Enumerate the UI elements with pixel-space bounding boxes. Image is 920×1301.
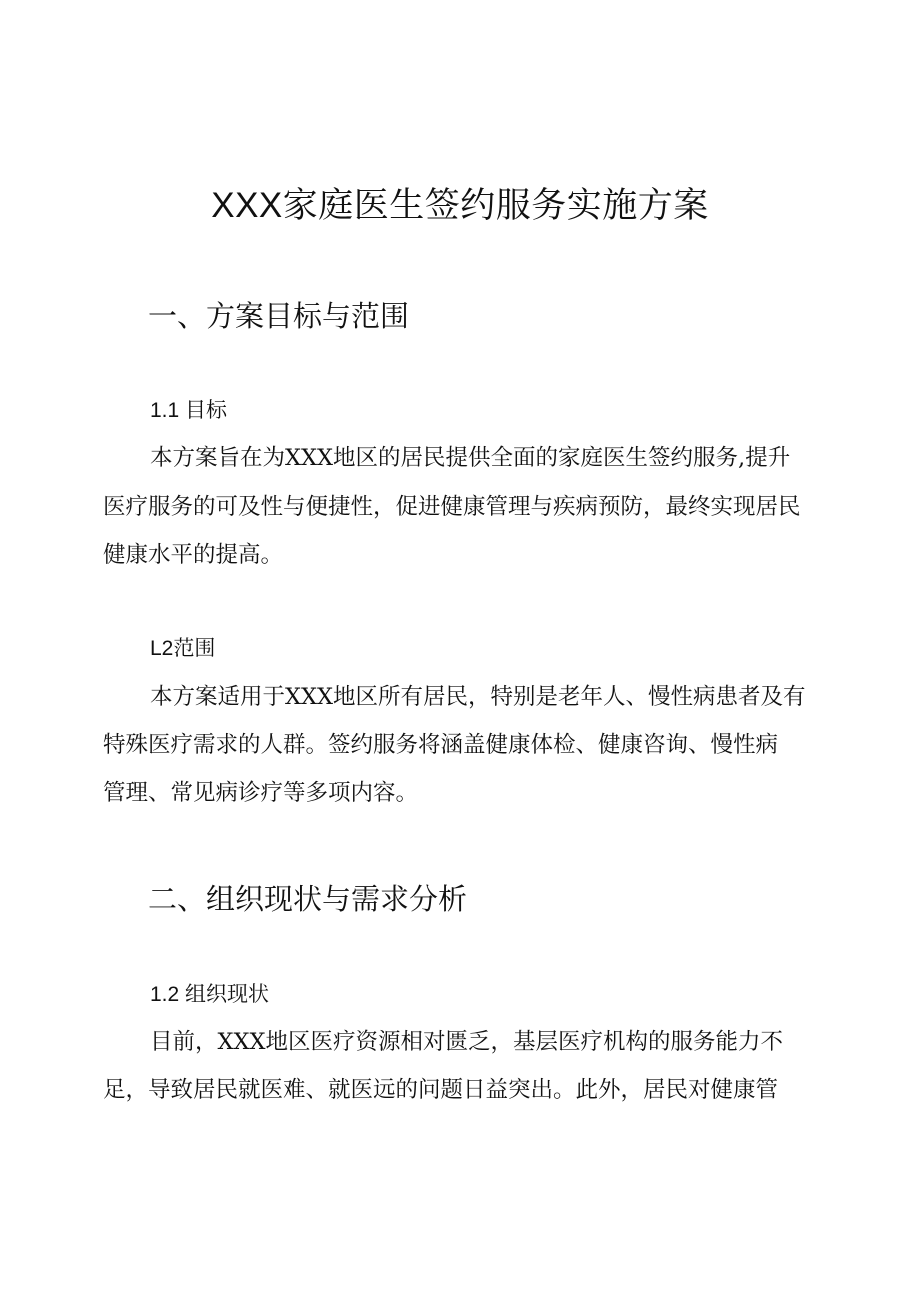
- paragraph-line: 目前，XXX地区医疗资源相对匮乏，基层医疗机构的服务能力不: [150, 1029, 784, 1055]
- paragraph-line: 医疗服务的可及性与便捷性，促进健康管理与疾病预防，最终实现居民: [103, 494, 801, 520]
- section-heading-2: 二、组织现状与需求分析: [148, 884, 468, 916]
- paragraph-line: 足，导致居民就医难、就医远的问题日益突出。此外，居民对健康管: [103, 1077, 779, 1103]
- subsection-heading-2-1: 1.2 组织现状: [150, 983, 270, 1006]
- paragraph-line: 特殊医疗需求的人群。签约服务将涵盖健康体检、健康咨询、慢性病: [103, 732, 779, 758]
- paragraph-line: 本方案适用于XXX地区所有居民，特别是老年人、慢性病患者及有: [150, 684, 806, 710]
- subsection-heading-1-1: 1.1 目标: [150, 399, 228, 422]
- paragraph-line: 健康水平的提高。: [103, 542, 284, 568]
- paragraph-line: 管理、常见病诊疗等多项内容。: [103, 780, 419, 806]
- paragraph-line: 本方案旨在为XXX地区的居民提供全面的家庭医生签约服务,提升: [150, 445, 791, 471]
- document-title: XXX家庭医生签约服务实施方案: [211, 186, 709, 225]
- subsection-heading-1-2: L2范围: [150, 637, 216, 660]
- section-heading-1: 一、方案目标与范围: [148, 301, 410, 333]
